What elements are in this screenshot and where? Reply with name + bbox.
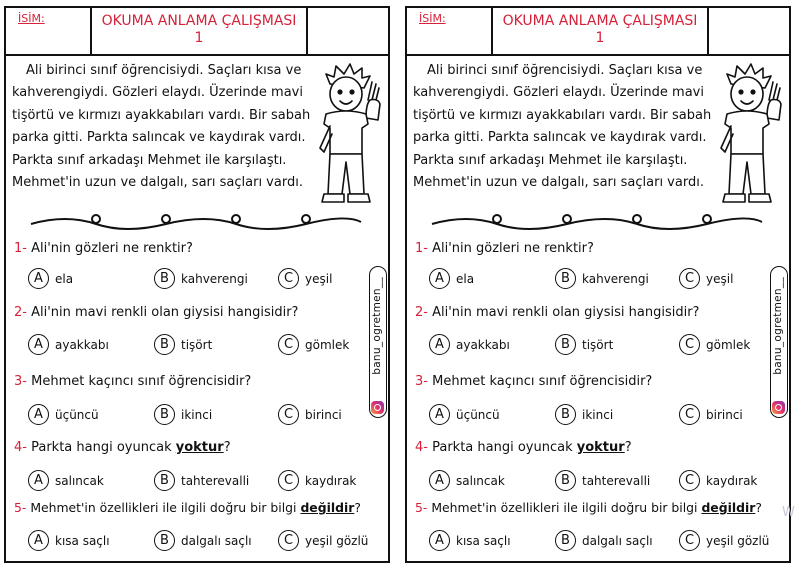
option-text: birinci <box>305 407 342 422</box>
option-text: yeşil <box>706 271 734 286</box>
passage-line: Parkta sınıf arkadaşı Mehmet ile karşılaştı. <box>12 152 287 168</box>
question-number: 5- <box>415 500 428 515</box>
option-c[interactable] <box>278 404 342 425</box>
option-b[interactable] <box>555 530 653 551</box>
option-c[interactable] <box>679 404 743 425</box>
option-text: dalgalı saçlı <box>582 533 653 548</box>
question-number: 2- <box>14 305 27 320</box>
question-emphasis: yoktur <box>576 440 625 455</box>
question-4 <box>14 440 231 455</box>
option-letter: A <box>28 334 49 355</box>
passage-line: parka gitti. Parkta salıncak ve kaydırak vardı. <box>413 130 707 146</box>
social-handle-badge <box>369 266 387 418</box>
option-letter: C <box>278 530 299 551</box>
question-number: 4- <box>415 440 428 455</box>
name-label: İSİM: <box>419 12 446 25</box>
passage-line: Mehmet'in uzun ve dalgalı, sarı saçları vardı. <box>413 175 704 191</box>
option-letter: B <box>154 404 175 425</box>
social-handle: banu_ogretmen__ <box>371 277 383 375</box>
option-letter: A <box>429 268 450 289</box>
worksheet-title <box>90 8 308 54</box>
instagram-icon <box>371 401 384 414</box>
passage-line: tişörtü ve kırmızı ayakkabıları vardı. Bir sabah <box>413 107 712 123</box>
boy-illustration <box>304 62 388 218</box>
question-2 <box>415 305 699 320</box>
option-letter: C <box>278 404 299 425</box>
passage-line: kahverengiydi. Gözleri elaydı. Üzerinde mavi <box>12 85 303 101</box>
option-a[interactable] <box>28 530 110 551</box>
question-number: 1- <box>415 241 428 256</box>
watermark: W <box>782 505 795 520</box>
option-a[interactable] <box>429 530 511 551</box>
question-mark: ? <box>755 500 762 515</box>
question-number: 4- <box>14 440 27 455</box>
title-line-1: OKUMA ANLAMA ÇALIŞMASI <box>101 13 297 29</box>
title-line-2: 1 <box>595 30 605 46</box>
option-b[interactable] <box>555 470 650 491</box>
question-mark: ? <box>624 440 632 455</box>
worksheet-left <box>4 6 390 563</box>
option-b[interactable] <box>154 404 212 425</box>
instagram-icon <box>772 401 785 414</box>
question-number: 3- <box>415 374 428 389</box>
worksheet-header <box>6 8 388 56</box>
passage-line: parka gitti. Parkta salıncak ve kaydırak vardı. <box>12 130 306 146</box>
passage-line: Parkta sınıf arkadaşı Mehmet ile karşılaştı. <box>413 152 688 168</box>
question-mark: ? <box>354 500 361 515</box>
question-text: Mehmet'in özellikleri ile ilgili doğru bir bilgi <box>30 500 297 515</box>
option-text: ikinci <box>582 407 614 422</box>
option-text: salıncak <box>456 473 505 488</box>
option-text: üçüncü <box>55 407 99 422</box>
option-text: salıncak <box>55 473 104 488</box>
option-text: kahverengi <box>582 271 649 286</box>
option-text: kısa saçlı <box>55 533 110 548</box>
question-1 <box>415 241 594 256</box>
option-a[interactable] <box>28 404 99 425</box>
reading-passage <box>413 60 713 194</box>
option-letter: A <box>429 470 450 491</box>
option-b[interactable] <box>154 530 252 551</box>
question-number: 5- <box>14 500 27 515</box>
option-b[interactable] <box>154 334 212 355</box>
option-letter: A <box>429 334 450 355</box>
question-text: Mehmet kaçıncı sınıf öğrencisidir? <box>31 374 252 389</box>
option-text: yeşil gözlü <box>305 533 369 548</box>
option-b[interactable] <box>555 334 613 355</box>
question-2 <box>14 305 298 320</box>
question-emphasis: değildir <box>300 500 355 515</box>
question-emphasis: değildir <box>701 500 756 515</box>
question-1 <box>14 241 193 256</box>
option-letter: C <box>679 470 700 491</box>
option-letter: B <box>154 470 175 491</box>
option-letter: B <box>555 268 576 289</box>
option-text: kısa saçlı <box>456 533 511 548</box>
option-letter: B <box>555 334 576 355</box>
option-text: ayakkabı <box>55 337 109 352</box>
question-3 <box>14 374 251 389</box>
option-c[interactable] <box>679 470 757 491</box>
option-b[interactable] <box>555 404 613 425</box>
question-number: 2- <box>415 305 428 320</box>
option-text: yeşil <box>305 271 333 286</box>
passage-line: tişörtü ve kırmızı ayakkabıları vardı. Bir sabah <box>12 107 311 123</box>
option-text: kahverengi <box>181 271 248 286</box>
option-a[interactable] <box>429 404 500 425</box>
option-letter: C <box>679 268 700 289</box>
title-line-2: 1 <box>194 30 204 46</box>
option-c[interactable] <box>278 530 368 551</box>
option-letter: C <box>278 470 299 491</box>
question-text: Parkta hangi oyuncak <box>432 440 573 455</box>
option-a[interactable] <box>429 268 474 289</box>
question-text: Ali'nin gözleri ne renktir? <box>31 241 193 256</box>
option-text: tişört <box>181 337 213 352</box>
option-text: tahterevalli <box>181 473 250 488</box>
option-a[interactable] <box>28 334 109 355</box>
option-c[interactable] <box>278 334 349 355</box>
question-text: Mehmet kaçıncı sınıf öğrencisidir? <box>432 374 653 389</box>
worksheet-right <box>405 6 791 563</box>
option-letter: A <box>429 404 450 425</box>
name-label: İSİM: <box>18 12 45 25</box>
option-text: kaydırak <box>706 473 758 488</box>
question-number: 3- <box>14 374 27 389</box>
social-handle: banu_ogretmen__ <box>772 277 784 375</box>
passage-line: Mehmet'in uzun ve dalgalı, sarı saçları vardı. <box>12 175 303 191</box>
option-letter: C <box>679 404 700 425</box>
option-text: kaydırak <box>305 473 357 488</box>
question-text: Ali'nin gözleri ne renktir? <box>432 241 594 256</box>
worksheet-header <box>407 8 789 56</box>
question-4 <box>415 440 632 455</box>
option-c[interactable] <box>278 268 332 289</box>
title-line-1: OKUMA ANLAMA ÇALIŞMASI <box>502 13 698 29</box>
option-a[interactable] <box>429 470 505 491</box>
question-3 <box>415 374 652 389</box>
decorative-divider <box>427 210 767 234</box>
option-letter: B <box>555 470 576 491</box>
boy-illustration <box>705 62 789 218</box>
option-text: tişört <box>582 337 614 352</box>
option-text: ikinci <box>181 407 213 422</box>
option-letter: B <box>154 268 175 289</box>
option-text: üçüncü <box>456 407 500 422</box>
decorative-divider <box>26 210 366 234</box>
option-b[interactable] <box>555 268 649 289</box>
question-number: 1- <box>14 241 27 256</box>
question-text: Ali'nin mavi renkli olan giysisi hangisidir? <box>432 305 700 320</box>
question-text: Mehmet'in özellikleri ile ilgili doğru bir bilgi <box>431 500 698 515</box>
option-c[interactable] <box>278 470 356 491</box>
option-a[interactable] <box>429 334 510 355</box>
option-b[interactable] <box>154 470 249 491</box>
question-text: Ali'nin mavi renkli olan giysisi hangisidir? <box>31 305 299 320</box>
option-letter: B <box>154 530 175 551</box>
option-letter: A <box>28 470 49 491</box>
option-text: ayakkabı <box>456 337 510 352</box>
option-letter: C <box>278 268 299 289</box>
option-text: gömlek <box>706 337 751 352</box>
option-letter: C <box>679 334 700 355</box>
option-text: tahterevalli <box>582 473 651 488</box>
option-a[interactable] <box>28 268 73 289</box>
option-letter: A <box>28 530 49 551</box>
question-mark: ? <box>223 440 231 455</box>
option-letter: A <box>28 268 49 289</box>
option-b[interactable] <box>154 268 248 289</box>
option-text: dalgalı saçlı <box>181 533 252 548</box>
passage-line: kahverengiydi. Gözleri elaydı. Üzerinde mavi <box>413 85 704 101</box>
option-letter: B <box>154 334 175 355</box>
passage-line: Ali birinci sınıf öğrencisiydi. Saçları kısa ve <box>26 63 302 78</box>
option-letter: B <box>555 404 576 425</box>
option-text: yeşil gözlü <box>706 533 770 548</box>
social-handle-badge <box>770 266 788 418</box>
passage-line: Ali birinci sınıf öğrencisiydi. Saçları kısa ve <box>427 63 703 78</box>
option-letter: C <box>278 334 299 355</box>
option-text: ela <box>55 271 74 286</box>
option-letter: A <box>429 530 450 551</box>
option-letter: B <box>555 530 576 551</box>
reading-passage <box>12 60 312 194</box>
option-c[interactable] <box>679 334 750 355</box>
question-emphasis: yoktur <box>175 440 224 455</box>
question-5 <box>415 500 762 515</box>
option-c[interactable] <box>679 268 733 289</box>
question-text: Parkta hangi oyuncak <box>31 440 172 455</box>
option-text: birinci <box>706 407 743 422</box>
option-c[interactable] <box>679 530 769 551</box>
question-5 <box>14 500 361 515</box>
option-a[interactable] <box>28 470 104 491</box>
option-letter: A <box>28 404 49 425</box>
option-text: ela <box>456 271 475 286</box>
option-text: gömlek <box>305 337 350 352</box>
worksheet-title <box>491 8 709 54</box>
option-letter: C <box>679 530 700 551</box>
